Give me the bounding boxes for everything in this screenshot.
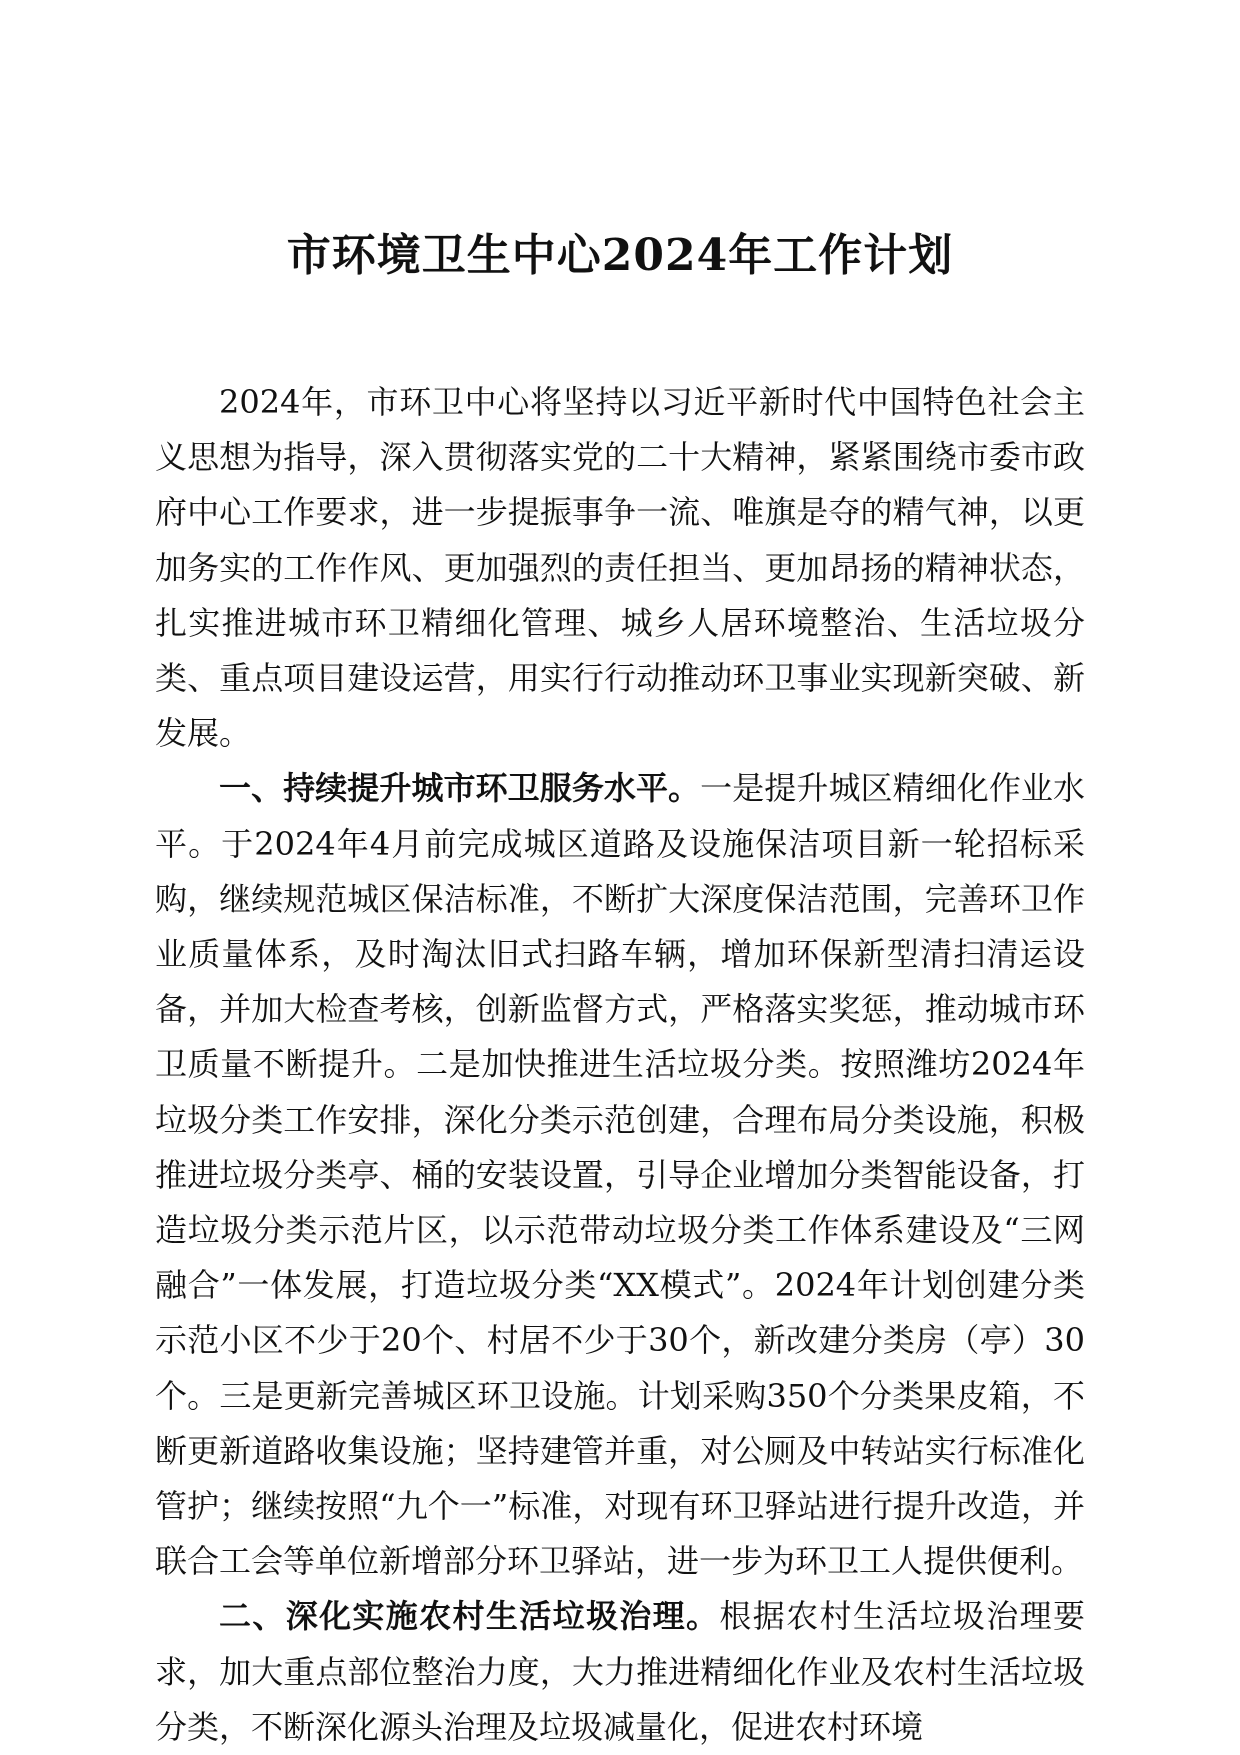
document-body — [155, 375, 1085, 1755]
section-1-paragraph — [155, 761, 1085, 1589]
document-title: 市环境卫生中心2024年工作计划 — [286, 230, 954, 281]
section-1-body: 一是提升城区精细化作业水平。于2024年4月前完成城区道路及设施保洁项目新一轮招标采购，继续规范城区保洁标准，不断扩大深度保洁范围，完善环卫作业质量体系，及时淘汰旧式扫路车辆，增加环保新型清扫清运设备，并加大检查考核，创新监督方式，严格落实奖惩，推动城市环卫质量不断提升。二是加快推进生活垃圾分类。按照潍坊2024年垃圾分类工作安排，深化分类示范创建，合理布局分类设施，积极推进垃圾分类亭、桶的安装设置，引导企业增加分类智能设备，打造垃圾分类示范片区，以示范带动垃圾分类工作体系建设及“三网融合”一体发展，打造垃圾分类“XX模式”。2024年计划创建分类示范小区不少于20个、村居不少于30个，新改建分类房（亭）30个。三是更新完善城区环卫设施。计划采购350个分类果皮箱，不断更新道路收集设施；坚持建管并重，对公厕及中转站实行标准化管护；继续按照“九个一”标准，对现有环卫驿站进行提升改造，并联合工会等单位新增部分环卫驿站，进一步为环卫工人提供便利。 — [155, 769, 1085, 1581]
section-1-heading: 一、持续提升城市环卫服务水平。 — [219, 769, 701, 808]
section-2-paragraph — [155, 1589, 1085, 1755]
section-2-heading: 二、深化实施农村生活垃圾治理。 — [219, 1597, 720, 1636]
section-2-body: 根据农村生活垃圾治理要求，加大重点部位整治力度，大力推进精细化作业及农村生活垃圾分类，不断深化源头治理及垃圾减量化，促进农村环境 — [155, 1597, 1085, 1746]
intro-paragraph: 2024年，市环卫中心将坚持以习近平新时代中国特色社会主义思想为指导，深入贯彻落实党的二十大精神，紧紧围绕市委市政府中心工作要求，进一步提振事争一流、唯旗是夺的精气神，以更加务实的工作作风、更加强烈的责任担当、更加昂扬的精神状态，扎实推进城市环卫精细化管理、城乡人居环境整治、生活垃圾分类、重点项目建设运营，用实行行动推动环卫事业实现新突破、新发展。 — [155, 383, 1085, 753]
